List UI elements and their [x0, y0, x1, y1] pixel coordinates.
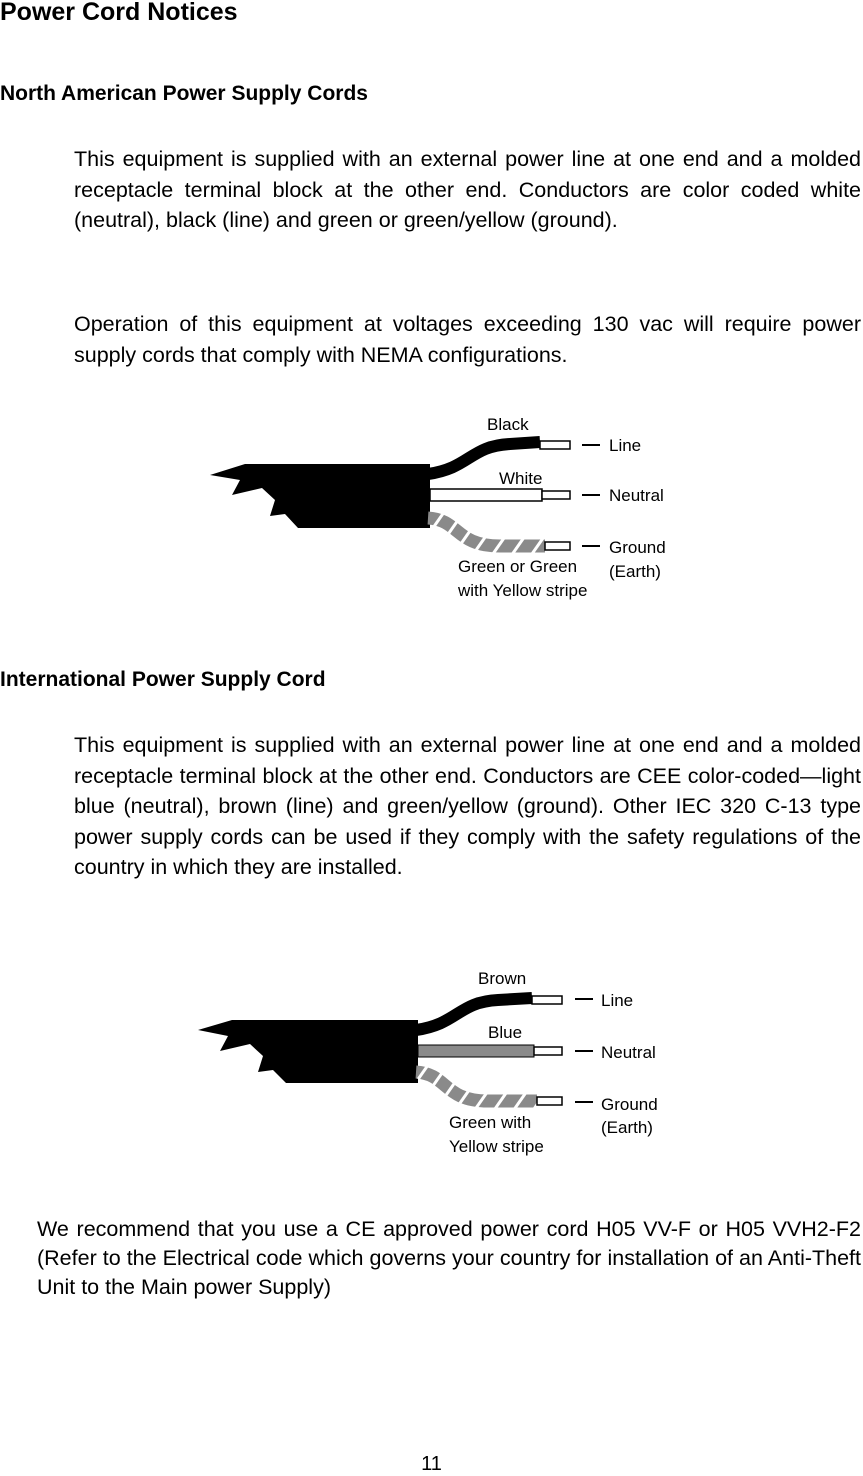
cord-body: [198, 1020, 418, 1083]
line-wire-tip: [532, 996, 562, 1004]
wire-label-white: White: [499, 469, 543, 488]
terminal-label-earth: (Earth): [601, 1118, 653, 1137]
north-american-cord-diagram: [0, 400, 863, 610]
ground-wire-tip: [545, 542, 570, 550]
wire-label-green-1: Green with: [449, 1113, 532, 1132]
section-heading-north-american: North American Power Supply Cords: [0, 82, 368, 105]
international-cord-diagram: [0, 955, 863, 1165]
terminal-label-neutral: Neutral: [601, 1043, 656, 1062]
page-number: 11: [421, 1453, 442, 1475]
line-wire-tip: [540, 441, 570, 449]
terminal-label-neutral: Neutral: [609, 486, 664, 505]
ground-wire-tip: [537, 1097, 562, 1105]
neutral-wire: [430, 489, 542, 501]
international-paragraph-1: This equipment is supplied with an external power line at one end and a molded receptacle terminal block at the other end. Conductors are CEE color-coded—light blue (neutral), brown (line) and green/yellow (ground). Other IEC 320 C-13 type power supply cords can be used if they comply with the safety regulations of the country in which they are installed.: [74, 733, 861, 880]
wire-label-green-1: Green or Green: [458, 557, 578, 576]
wire-label-green-2: Yellow stripe: [449, 1137, 544, 1156]
terminal-label-line: Line: [601, 991, 634, 1010]
neutral-wire-tip: [534, 1047, 562, 1055]
wire-label-black: Black: [487, 415, 529, 434]
north-american-paragraph-1: This equipment is supplied with an external power line at one end and a molded receptacle terminal block at the other end. Conductors are color coded white (neutral), black (line) and green or green/yellow (ground).: [74, 147, 861, 233]
section-heading-international: International Power Supply Cord: [0, 668, 326, 691]
page-title: Power Cord Notices: [0, 0, 238, 26]
terminal-label-line: Line: [609, 436, 642, 455]
north-american-paragraph-2: Operation of this equipment at voltages exceeding 130 vac will require power supply cords that comply with NEMA configurations.: [74, 312, 861, 367]
wire-label-brown: Brown: [478, 969, 527, 988]
terminal-label-earth: (Earth): [609, 562, 661, 581]
wire-label-green-2: with Yellow stripe: [458, 581, 588, 600]
ground-wire: [428, 518, 545, 546]
wire-label-blue: Blue: [488, 1023, 523, 1042]
cord-body: [210, 464, 430, 528]
terminal-label-ground: Ground: [609, 538, 666, 557]
neutral-wire: [418, 1045, 534, 1057]
terminal-label-ground: Ground: [601, 1095, 658, 1114]
neutral-wire-tip: [542, 491, 570, 499]
recommendation-paragraph: We recommend that you use a CE approved power cord H05 VV-F or H05 VVH2-F2 (Refer to the Electrical code which governs your country for installation of an Anti-Theft Unit to the Main power Supply): [37, 1217, 861, 1299]
ground-wire: [416, 1072, 537, 1101]
